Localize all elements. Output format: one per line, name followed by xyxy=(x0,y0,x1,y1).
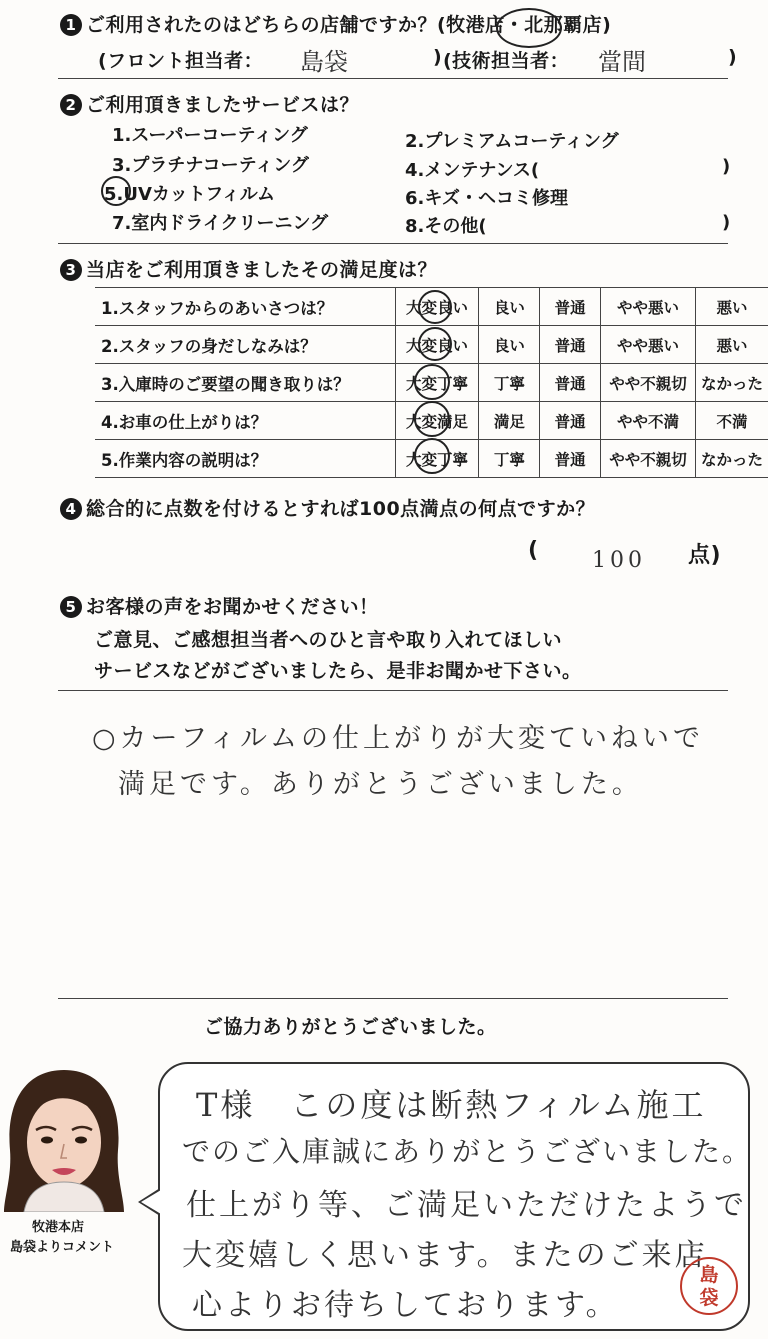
q2-option-8: 8.その他( xyxy=(405,216,487,237)
name-stamp xyxy=(680,1257,738,1315)
staff-avatar xyxy=(0,1064,128,1212)
q2-text: ご利用頂きましたサービスは？ xyxy=(86,94,360,116)
thanks-text: ご協力ありがとうございました。 xyxy=(204,1016,497,1038)
option-cell: 普通 xyxy=(540,288,601,326)
row-question: 1.スタッフからのあいさつは？ xyxy=(101,298,334,318)
q2-option-2: 2.プレミアムコーティング xyxy=(405,131,619,152)
option-cell: 良い xyxy=(479,288,540,326)
option-cell: 良い xyxy=(479,326,540,364)
table-row xyxy=(95,402,768,440)
option-cell: 丁寧 xyxy=(479,440,540,478)
q2-option-7: 7.室内ドライクリーニング xyxy=(112,213,329,234)
q2-option-1: 1.スーパーコーティング xyxy=(112,125,308,146)
q1-tech-label: (技術担当者： xyxy=(443,50,570,72)
comment-bubble xyxy=(158,1062,753,1331)
option-cell: 普通 xyxy=(540,326,601,364)
option-cell: 普通 xyxy=(540,364,601,402)
q3-text: 当店をご利用頂きましたその満足度は？ xyxy=(86,259,438,281)
satisfaction-table xyxy=(95,287,768,478)
q5-answer-line2: 満足です。ありがとうございました。 xyxy=(118,769,643,800)
q1-front-label: (フロント担当者： xyxy=(98,50,264,72)
row-question: 2.スタッフの身だしなみは？ xyxy=(101,336,317,356)
q1-text: ご利用されたのはどちらの店舗ですか？(牧港店・北那覇店) xyxy=(86,14,612,36)
q1-front-close: ) xyxy=(433,46,443,68)
q1-tech-close: ) xyxy=(728,46,738,68)
q1-tech-value: 當間 xyxy=(598,48,646,76)
comment-line2: でのご入庫誠にありがとうございました。 xyxy=(182,1135,753,1168)
stamp-char: 袋 xyxy=(699,1287,719,1309)
option-cell: 丁寧 xyxy=(479,364,540,402)
q2-option-5: 5.UVカットフィルム xyxy=(104,184,276,205)
q4-score: 100 xyxy=(592,548,646,573)
comment-line3: 仕上がり等、ご満足いただけたようで xyxy=(186,1188,747,1223)
q5-text: お客様の声をお聞かせください！ xyxy=(86,596,379,618)
option-cell: 悪い xyxy=(695,288,768,326)
option-cell: 大変良い xyxy=(395,326,479,364)
option-cell: 普通 xyxy=(540,440,601,478)
comment-line1: T様 この度は断熱フィルム施工 xyxy=(196,1086,707,1124)
option-cell: やや悪い xyxy=(601,288,696,326)
comment-line5: 心よりお待ちしております。 xyxy=(192,1288,619,1323)
q2-option-3: 3.プラチナコーティング xyxy=(112,155,309,176)
option-cell: なかった xyxy=(695,364,768,402)
stamp-char: 島 xyxy=(699,1264,719,1286)
q5-line2: ご意見、ご感想担当者へのひと言や取り入れてほしい xyxy=(94,629,563,651)
q3-heading xyxy=(60,255,437,282)
table-row xyxy=(95,326,768,364)
q2-option-4: 4.メンテナンス( xyxy=(405,160,540,181)
q2-option-8-close: ) xyxy=(722,212,731,233)
q1-number: 1 xyxy=(60,14,82,36)
q4-heading xyxy=(60,494,595,521)
comment-line4: 大変嬉しく思います。またのご来店 xyxy=(182,1238,708,1273)
staff-store: 牧港本店 xyxy=(32,1220,85,1235)
q5-heading xyxy=(60,592,379,619)
table-row xyxy=(95,440,768,478)
option-cell: やや不満 xyxy=(601,402,696,440)
option-cell: 悪い xyxy=(695,326,768,364)
row-question: 3.入庫時のご要望の聞き取りは？ xyxy=(101,374,350,394)
divider xyxy=(58,998,728,999)
q5-answer-line1: ○カーフィルムの仕上がりが大変ていねいで xyxy=(92,723,704,754)
q4-unit: 点) xyxy=(688,543,722,568)
divider xyxy=(58,243,728,244)
option-cell: 大変丁寧 xyxy=(395,364,479,402)
q4-number: 4 xyxy=(60,498,82,520)
staff-comment-from: 島袋よりコメント xyxy=(10,1240,115,1255)
option-cell: なかった xyxy=(695,440,768,478)
q1-heading xyxy=(60,10,611,37)
q2-option-6: 6.キズ・ヘコミ修理 xyxy=(405,188,569,209)
option-cell: 普通 xyxy=(540,402,601,440)
option-cell: やや悪い xyxy=(601,326,696,364)
q4-text: 総合的に点数を付けるとすれば100点満点の何点ですか？ xyxy=(86,498,596,520)
q5-line3: サービスなどがございましたら、是非お聞かせ下さい。 xyxy=(94,660,582,682)
q4-open-paren: ( xyxy=(528,538,539,563)
option-cell: 満足 xyxy=(479,402,540,440)
option-cell: 大変満足 xyxy=(395,402,479,440)
option-cell: やや不親切 xyxy=(601,440,696,478)
row-question: 5.作業内容の説明は？ xyxy=(101,450,268,470)
bubble-tail-inner xyxy=(141,1190,161,1214)
table-row xyxy=(95,288,768,326)
q2-number: 2 xyxy=(60,94,82,116)
q2-heading xyxy=(60,90,359,117)
divider xyxy=(58,78,728,79)
table-row xyxy=(95,364,768,402)
option-cell: 大変丁寧 xyxy=(395,440,479,478)
q3-number: 3 xyxy=(60,259,82,281)
q2-option-4-close: ) xyxy=(722,156,731,177)
option-cell: 不満 xyxy=(695,402,768,440)
option-cell: 大変良い xyxy=(395,288,479,326)
q1-front-value: 島袋 xyxy=(300,48,348,76)
divider xyxy=(58,690,728,691)
row-question: 4.お車の仕上がりは？ xyxy=(101,412,268,432)
option-cell: やや不親切 xyxy=(601,364,696,402)
q5-number: 5 xyxy=(60,596,82,618)
